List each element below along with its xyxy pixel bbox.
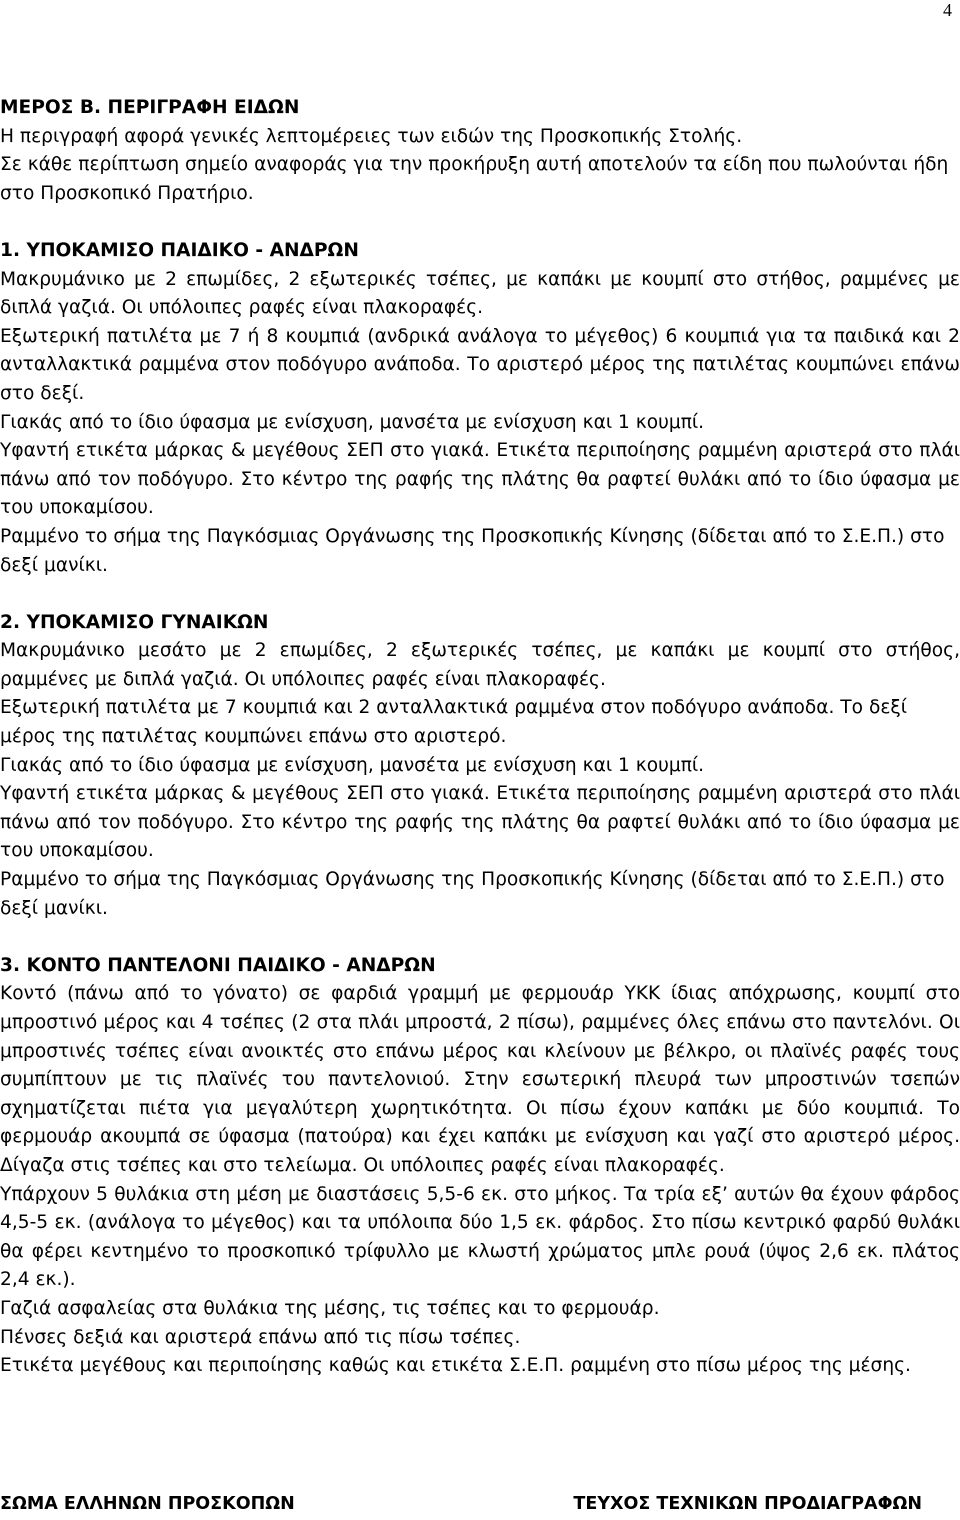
section-2-paragraph: Γιακάς από το ίδιο ύφασμα με ενίσχυση, μανσέτα με ενίσχυση και 1 κουμπί.	[0, 754, 705, 776]
section-1-title: 1. ΥΠΟΚΑΜΙΣΟ ΠΑΙΔΙΚΟ - ΑΝΔΡΩΝ	[0, 239, 359, 261]
section-2-paragraph: Εξωτερική πατιλέτα με 7 κουμπιά και 2 ανταλλακτικά ραμμένα στον ποδόγυρο ανάποδα. Το δεξί μέρος της πατιλέτας κουμπώνει επάνω στο αριστερό.	[0, 697, 908, 748]
page-footer	[0, 1494, 960, 1520]
section-2-title: 2. ΥΠΟΚΑΜΙΣΟ ΓΥΝΑΙΚΩΝ	[0, 611, 269, 633]
section-3-paragraph: Ετικέτα μεγέθους και περιποίησης καθώς και ετικέτα Σ.Ε.Π. ραμμένη στο πίσω μέρος της μέσης.	[0, 1355, 911, 1377]
section-3-paragraph: Πένσες δεξιά και αριστερά επάνω από τις πίσω τσέπες.	[0, 1326, 521, 1348]
section-3-title: 3. ΚΟΝΤΟ ΠΑΝΤΕΛΟΝΙ ΠΑΙΔΙΚΟ - ΑΝΔΡΩΝ	[0, 954, 436, 976]
section-1-paragraph: Ραμμένο το σήμα της Παγκόσμιας Οργάνωσης της Προσκοπικής Κίνησης (δίδεται από το Σ.Ε.Π.) στο δεξί μανίκι.	[0, 525, 945, 576]
part-title: ΜΕΡΟΣ Β. ΠΕΡΙΓΡΑΦΗ ΕΙΔΩΝ	[0, 97, 300, 118]
page-number: 4	[943, 0, 952, 20]
section-1-paragraph: Γιακάς από το ίδιο ύφασμα με ενίσχυση, μανσέτα με ενίσχυση και 1 κουμπί.	[0, 411, 705, 433]
section-2-paragraph: Υφαντή ετικέτα μάρκας & μεγέθους ΣΕΠ στο γιακά. Ετικέτα περιποίησης ραμμένη αριστερά στο πλάι πάνω από τον ποδόγυρο. Στο κέντρο της ραφής της πλάτης θα ραφτεί θυλάκι από το ίδιο ύφασμα με του υποκαμίσου.	[0, 783, 960, 862]
document-body	[0, 94, 960, 1381]
section-1-paragraph: Εξωτερική πατιλέτα με 7 ή 8 κουμπιά (ανδρικά ανάλογα το μέγεθος) 6 κουμπιά για τα παιδικά και 2 ανταλλακτικά ραμμένα στον ποδόγυρο ανάποδα. Το αριστερό μέρος της πατιλέτας κουμπώνει επάνω στο δεξί.	[0, 325, 960, 404]
section-1-paragraph: Μακρυμάνικο με 2 επωμίδες, 2 εξωτερικές τσέπες, με καπάκι με κουμπί στο στήθος, ραμμένες με διπλά γαζιά. Οι υπόλοιπες ραφές είναι πλακοραφές.	[0, 268, 960, 319]
section-2-paragraph: Ραμμένο το σήμα της Παγκόσμιας Οργάνωσης της Προσκοπικής Κίνησης (δίδεται από το Σ.Ε.Π.) στο δεξί μανίκι.	[0, 869, 945, 919]
intro-line-1: Η περιγραφή αφορά γενικές λεπτομέρειες των ειδών της Προσκοπικής Στολής.	[0, 125, 743, 147]
section-2-paragraph: Μακρυμάνικο μεσάτο με 2 επωμίδες, 2 εξωτερικές τσέπες, με καπάκι με κουμπί στο στήθος, ραμμένες με διπλά γαζιά. Οι υπόλοιπες ραφές είναι πλακοραφές.	[0, 640, 960, 690]
footer-organization: ΣΩΜΑ ΕΛΛΗΝΩΝ ΠΡΟΣΚΟΠΩΝ	[0, 1494, 295, 1514]
section-3-paragraph: Γαζιά ασφαλείας στα θυλάκια της μέσης, τις τσέπες και το φερμουάρ.	[0, 1297, 660, 1319]
footer-document-title: ΤΕΥΧΟΣ ΤΕΧΝΙΚΩΝ ΠΡΟΔΙΑΓΡΑΦΩΝ	[573, 1494, 922, 1514]
section-3-paragraph: Υπάρχουν 5 θυλάκια στη μέση με διαστάσεις 5,5-6 εκ. στο μήκος. Τα τρία εξ’ αυτών θα έχουν φάρδος 4,5-5 εκ. (ανάλογα το μέγεθος) και τα υπόλοιπα δύο 1,5 εκ. φάρδος. Στο πίσω κεντρικό φαρδύ θυλάκι θα φέρει κεντημένο το προσκοπικό τρίφυλλο με κλωστή χρώματος μπλε ρουά (ύψος 2,6 εκ. πλάτος 2,4 εκ.).	[0, 1183, 960, 1291]
section-1-paragraph: Υφαντή ετικέτα μάρκας & μεγέθους ΣΕΠ στο γιακά. Ετικέτα περιποίησης ραμμένη αριστερά στο πλάι πάνω από τον ποδόγυρο. Στο κέντρο της ραφής της πλάτης θα ραφτεί θυλάκι από το ίδιο ύφασμα με του υποκαμίσου.	[0, 440, 960, 519]
intro-line-2: Σε κάθε περίπτωση σημείο αναφοράς για την προκήρυξη αυτή αποτελούν τα είδη που πωλούνται ήδη στο Προσκοπικό Πρατήριο.	[0, 154, 949, 204]
section-3-paragraph: Κοντό (πάνω από το γόνατο) σε φαρδιά γραμμή με φερμουάρ ΥΚΚ ίδιας απόχρωσης, κουμπί στο μπροστινό μέρος και 4 τσέπες (2 στα πλάι μπροστά, 2 πίσω), ραμμένες όλες επάνω στο παντελόνι. Οι μπροστινές τσέπες είναι ανοικτές στο επάνω μέρος και κλείνουν με βέλκρο, οι πλαϊνές ραφές τους συμπίπτουν με τις πλαϊνές του παντελονιού. Στην εσωτερική πλευρά των μπροστινών τσεπών σχηματίζεται πιέτα για μεγαλύτερη χωρητικότητα. Οι πίσω έχουν καπάκι με δύο κουμπιά. Το φερμουάρ ακουμπά σε ύφασμα (πατούρα) και έχει καπάκι με ενίσχυση και γαζί στο αριστερό μέρος. Δίγαζα στις τσέπες και στο τελείωμα. Οι υπόλοιπες ραφές είναι πλακοραφές.	[0, 983, 960, 1176]
